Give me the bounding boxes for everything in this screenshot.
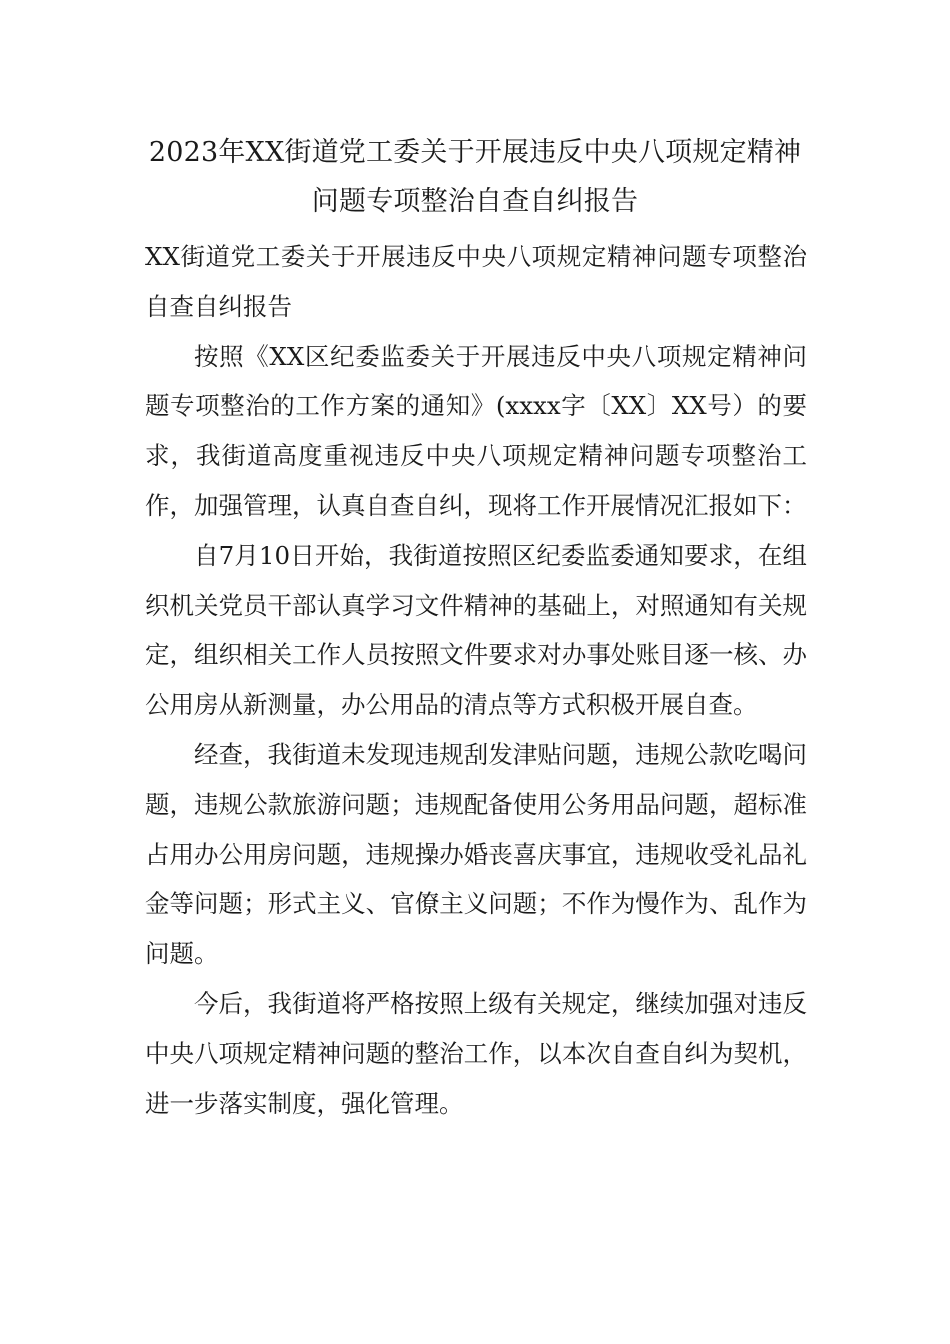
paragraph-findings: 经查，我街道未发现违规刮发津贴问题，违规公款吃喝问题，违规公款旅游问题；违规配备使用公务用品问题，超标准占用办公用房问题，违规操办婚丧喜庆事宜，违规收受礼品礼金等问题；形式主义、官僚主义问题；不作为慢作为、乱作为问题。 xyxy=(145,739,807,969)
paragraph-process: 自7月10日开始，我街道按照区纪委监委通知要求，在组织机关党员干部认真学习文件精神的基础上，对照通知有关规定，组织相关工作人员按照文件要求对办事处账目逐一核、办公用房从新测量，办公用品的清点等方式积极开展自查。 xyxy=(145,540,807,720)
paragraph-intro: 按照《XX区纪委监委关于开展违反中央八项规定精神问题专项整治的工作方案的通知》(xxxx字〔XX〕XX号）的要求，我街道高度重视违反中央八项规定精神问题专项整治工作，加强管理，认真自查自纠，现将工作开展情况汇报如下： xyxy=(145,341,807,520)
document-body xyxy=(145,232,807,1128)
document-subtitle: XX街道党工委关于开展违反中央八项规定精神问题专项整治自查自纠报告 xyxy=(145,242,807,321)
paragraph-future: 今后，我街道将严格按照上级有关规定，继续加强对违反中央八项规定精神问题的整治工作，以本次自查自纠为契机，进一步落实制度，强化管理。 xyxy=(145,988,807,1118)
document-title: 2023年XX街道党工委关于开展违反中央八项规定精神问题专项整治自查自纠报告 xyxy=(148,137,802,217)
